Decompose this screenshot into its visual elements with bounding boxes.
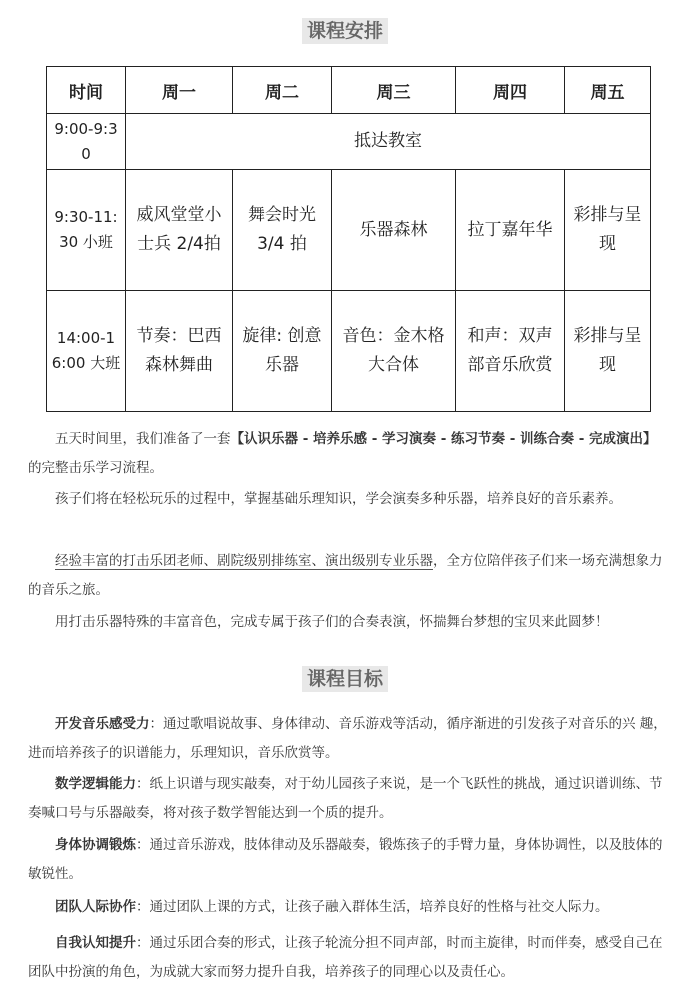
learning-process-highlight: 【认识乐器 - 培养乐感 - 学习演奏 - 练习节奏 - 训练合奏 - 完成演出】 [230,431,657,447]
time-cell: 14:00-16:00 大班 [47,291,126,412]
intro-paragraph-1: 五天时间里，我们准备了一套【认识乐器 - 培养乐感 - 学习演奏 - 练习节奏 - 训练合奏 - 完成演出】的完整击乐学习流程。 [28,431,657,476]
table-cell: 和声：双声部音乐欣赏 [456,291,565,412]
table-cell: 彩排与呈现 [565,291,651,412]
arrival-cell: 抵达教室 [126,114,651,170]
intro-paragraph-3: 经验丰富的打击乐团老师、剧院级别排练室、演出级别专业乐器，全方位陪伴孩子们来一场充满想象力的音乐之旅。 [28,553,663,598]
goal-item: 身体协调锻炼：通过音乐游戏，肢体律动及乐器敲奏，锻炼孩子的手臂力量，身体协调性，以及肢体的敏锐性。 [28,837,663,882]
table-cell: 舞会时光3/4 拍 [233,170,332,291]
table-cell: 乐器森林 [332,170,456,291]
intro-paragraph-2: 孩子们将在轻松玩乐的过程中，掌握基础乐理知识，学会演奏多种乐器，培养良好的音乐素养。 [55,491,622,507]
header-thu: 周四 [456,67,565,114]
table-row [47,114,651,170]
goal-item: 团队人际协作：通过团队上课的方式，让孩子融入群体生活，培养良好的性格与社交人际力。 [55,899,609,915]
header-tue: 周二 [233,67,332,114]
schedule-title: 课程安排 [302,18,388,44]
header-fri: 周五 [565,67,651,114]
goal-item: 自我认知提升：通过乐团合奏的形式，让孩子轮流分担不同声部，时而主旋律，时而伴奏，感受自己在团队中扮演的角色，为成就大家而努力提升自我，培养孩子的同理心以及责任心。 [28,935,663,980]
table-row [47,291,651,412]
schedule-section-title [0,18,690,44]
goal-label: 自我认知提升 [55,935,136,951]
table-cell: 拉丁嘉年华 [456,170,565,291]
goal-item: 开发音乐感受力：通过歌唱说故事、身体律动、音乐游戏等活动，循序渐进的引发孩子对音乐的兴 趣，进而培养孩子的识谱能力，乐理知识，音乐欣赏等。 [28,716,667,761]
header-wed: 周三 [332,67,456,114]
table-cell: 威风堂堂小士兵 2/4拍 [126,170,233,291]
goals-title: 课程目标 [302,666,388,692]
table-cell: 彩排与呈现 [565,170,651,291]
header-mon: 周一 [126,67,233,114]
time-cell: 9:30-11:30 小班 [47,170,126,291]
highlight-link[interactable]: 经验丰富的打击乐团老师、剧院级别排练室、演出级别专业乐器 [55,553,433,569]
goal-label: 数学逻辑能力 [55,776,136,792]
goal-label: 开发音乐感受力 [55,716,150,732]
goal-label: 身体协调锻炼 [55,837,136,853]
goals-section-title [0,666,690,692]
table-cell: 音色：金木格大合体 [332,291,456,412]
table-cell: 节奏：巴西森林舞曲 [126,291,233,412]
intro-paragraph-4: 用打击乐器特殊的丰富音色，完成专属于孩子们的合奏表演，怀揣舞台梦想的宝贝来此圆梦！ [55,614,609,630]
goal-item: 数学逻辑能力：纸上识谱与现实敲奏，对于幼儿园孩子来说，是一个飞跃性的挑战，通过识谱训练、节奏喊口号与乐器敲奏，将对孩子数学智能达到一个质的提升。 [28,776,663,821]
header-time: 时间 [47,67,126,114]
time-cell: 9:00-9:30 [47,114,126,170]
table-header-row [47,67,651,114]
schedule-table [46,66,651,412]
table-row [47,170,651,291]
table-cell: 旋律: 创意乐器 [233,291,332,412]
goal-label: 团队人际协作 [55,899,136,915]
